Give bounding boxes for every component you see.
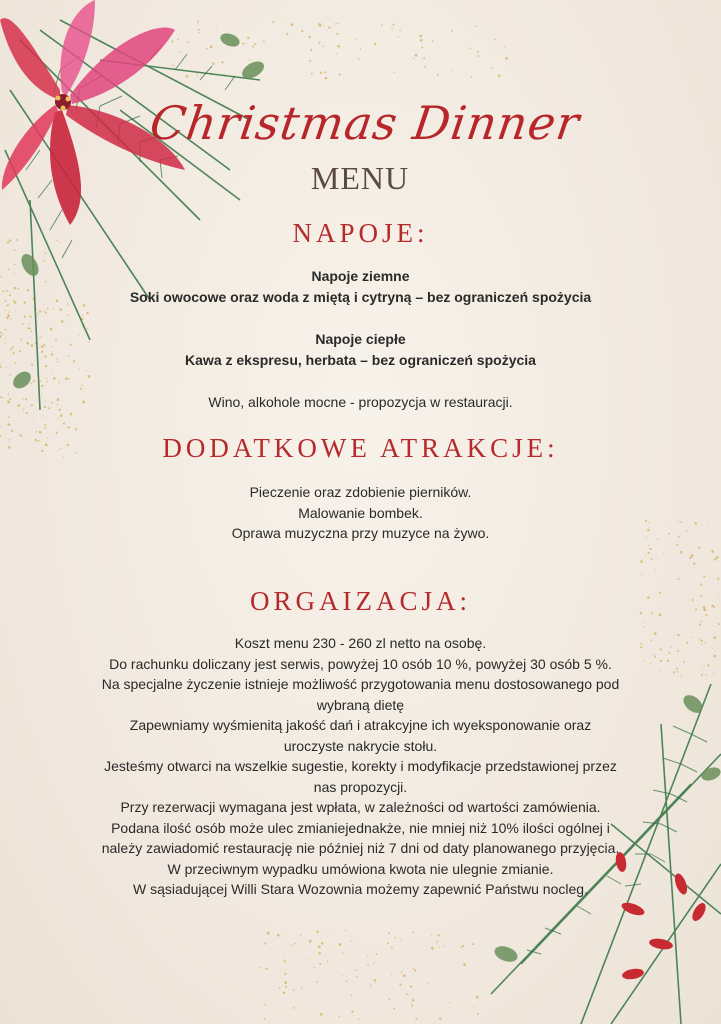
glitter-dot	[316, 930, 319, 933]
glitter-dot	[424, 66, 426, 68]
glitter-dot	[705, 614, 707, 616]
glitter-dot	[391, 946, 393, 948]
glitter-dot	[401, 971, 403, 973]
glitter-dot	[695, 608, 697, 610]
glitter-dot	[285, 969, 286, 970]
glitter-dot	[321, 942, 324, 945]
glitter-dot	[704, 642, 705, 643]
glitter-dot	[389, 999, 391, 1001]
glitter-dot	[403, 974, 406, 977]
glitter-dot	[358, 58, 360, 60]
glitter-dot	[498, 74, 501, 77]
glitter-dot	[432, 40, 434, 42]
organizacja-line: Koszt menu 230 - 260 zl netto na osobę.	[234, 635, 487, 651]
glitter-dot	[311, 73, 313, 75]
organizacja-line: Przy rezerwacji wymagana jest wpłata, w zależności od wartości zamówienia.	[120, 799, 601, 815]
glitter-dot	[374, 43, 376, 45]
glitter-dot	[699, 638, 700, 639]
glitter-dot	[703, 608, 706, 611]
glitter-dot	[707, 524, 708, 525]
glitter-dot	[301, 30, 303, 32]
glitter-dot	[294, 943, 296, 945]
glitter-dot	[267, 932, 270, 935]
glitter-dot	[34, 422, 35, 423]
organizacja-line: Na specjalne życzenie istnieje możliwość przygotowania menu dostosowanego pod	[101, 676, 620, 692]
glitter-dot	[351, 995, 353, 997]
glitter-dot	[318, 42, 320, 44]
glitter-dot	[643, 626, 644, 627]
glitter-dot	[680, 551, 683, 554]
glitter-dot	[56, 432, 58, 434]
glitter-dot	[373, 962, 374, 963]
glitter-dot	[335, 23, 337, 25]
glitter-dot	[410, 985, 412, 987]
glitter-dot	[683, 661, 685, 663]
glitter-dot	[394, 937, 396, 939]
glitter-dot	[338, 73, 340, 75]
glitter-dot	[290, 944, 291, 945]
glitter-dot	[35, 431, 37, 433]
glitter-dot	[393, 24, 395, 26]
glitter-dot	[713, 606, 715, 608]
glitter-dot	[318, 23, 321, 26]
glitter-dot	[388, 932, 390, 934]
glitter-dot	[645, 555, 646, 556]
glitter-dot	[284, 956, 285, 957]
glitter-dot	[478, 55, 480, 57]
glitter-dot	[8, 439, 9, 440]
glitter-dot	[701, 644, 702, 645]
glitter-dot	[648, 552, 650, 554]
glitter-dot	[415, 1018, 417, 1020]
glitter-dot	[421, 46, 423, 48]
glitter-dot	[0, 435, 1, 437]
glitter-dot	[356, 970, 358, 972]
organizacja-line: Jesteśmy otwarci na wszelkie sugestie, korekty i modyfikacje przedstawionej przez	[104, 758, 617, 774]
glitter-dot	[370, 985, 371, 986]
glitter-dot	[44, 424, 46, 426]
glitter-dot	[35, 439, 37, 441]
napoje-text	[40, 266, 681, 413]
glitter-dot	[651, 558, 653, 560]
glitter-dot	[431, 947, 434, 950]
glitter-dot	[346, 981, 348, 983]
glitter-dot	[415, 54, 418, 57]
glitter-dot	[400, 29, 401, 30]
glitter-dot	[701, 621, 702, 622]
glitter-dot	[437, 74, 439, 76]
glitter-dot	[413, 58, 414, 59]
glitter-dot	[367, 956, 368, 957]
glitter-dot	[477, 51, 479, 53]
glitter-dot	[642, 622, 643, 623]
glitter-dot	[423, 57, 425, 59]
glitter-dot	[309, 36, 311, 38]
glitter-dot	[496, 50, 497, 51]
glitter-dot	[677, 578, 679, 580]
glitter-dot	[398, 36, 399, 37]
glitter-dot	[649, 548, 651, 550]
glitter-dot	[712, 648, 713, 649]
section-heading-atrakcje: DODATKOWE ATRAKCJE:	[162, 433, 559, 463]
glitter-dot	[700, 595, 702, 597]
glitter-dot	[286, 33, 288, 35]
glitter-dot	[264, 943, 266, 945]
glitter-dot	[328, 26, 330, 28]
glitter-dot	[391, 974, 392, 975]
glitter-dot	[694, 522, 697, 525]
glitter-dot	[337, 22, 339, 24]
atrakcje-line: Pieczenie oraz zdobienie pierników.	[249, 484, 472, 500]
organizacja-line: nas propozycji.	[313, 778, 408, 795]
glitter-dot	[676, 544, 678, 546]
glitter-dot	[325, 77, 328, 80]
glitter-dot	[703, 606, 706, 609]
glitter-dot	[718, 623, 720, 625]
glitter-dot	[316, 981, 318, 983]
glitter-dot	[279, 987, 281, 989]
glitter-dot	[292, 945, 293, 946]
organizacja-text	[40, 633, 681, 900]
glitter-dot	[336, 53, 337, 54]
glitter-dot	[475, 25, 477, 27]
glitter-dot	[309, 940, 312, 943]
glitter-dot	[45, 443, 48, 446]
glitter-dot	[63, 422, 65, 424]
glitter-dot	[474, 35, 475, 36]
glitter-dot	[324, 71, 326, 73]
glitter-dot	[711, 550, 714, 553]
napoje-line: Kawa z ekspresu, herbata – bez ograniczeń spożycia	[185, 351, 536, 368]
glitter-dot	[437, 934, 439, 936]
glitter-dot	[291, 23, 294, 26]
glitter-dot	[45, 427, 47, 429]
glitter-dot	[320, 72, 322, 74]
glitter-dot	[406, 993, 408, 995]
glitter-dot	[260, 967, 262, 969]
glitter-dot	[393, 1008, 395, 1010]
glitter-dot	[452, 70, 453, 71]
glitter-dot	[313, 967, 315, 969]
glitter-dot	[381, 24, 383, 26]
napoje-line: Wino, alkohole mocne - propozycja w restauracji.	[208, 394, 513, 410]
organizacja-line: Zapewniamy wyśmienitą jakość dań i atrakcyjne ich wyeksponowanie oraz	[129, 717, 592, 733]
glitter-dot	[436, 941, 438, 943]
glitter-dot	[293, 1007, 295, 1009]
section-heading-napoje: NAPOJE:	[292, 218, 429, 248]
glitter-dot	[318, 946, 321, 949]
glitter-dot	[451, 30, 453, 32]
glitter-dot	[355, 39, 356, 40]
glitter-dot	[284, 960, 286, 962]
glitter-dot	[714, 558, 716, 560]
glitter-dot	[41, 450, 43, 452]
glitter-dot	[641, 574, 642, 575]
glitter-dot	[717, 578, 719, 580]
glitter-dot	[394, 71, 395, 72]
glitter-dot	[293, 989, 295, 991]
glitter-dot	[68, 426, 70, 428]
glitter-dot	[37, 440, 39, 442]
glitter-dot	[349, 38, 350, 39]
glitter-dot	[698, 546, 700, 548]
script-title: Christmas Dinner	[146, 96, 584, 150]
glitter-dot	[491, 67, 493, 69]
organizacja-line: Podana ilość osób może ulec zmianiejednakże, nie mniej niż 10% ilości ogólnej i	[111, 819, 610, 836]
glitter-dot	[504, 46, 505, 47]
glitter-dot	[692, 636, 693, 637]
atrakcje-line: Malowanie bombek.	[298, 504, 423, 521]
glitter-dot	[399, 984, 401, 986]
atrakcje-text	[40, 482, 681, 544]
glitter-dot	[700, 640, 702, 642]
organizacja-line: W przeciwnym wypadku umówiona kwota nie ulegnie zmianie.	[167, 860, 554, 877]
glitter-dot	[375, 953, 377, 955]
glitter-dot	[387, 942, 389, 944]
glitter-dot	[714, 655, 717, 658]
glitter-dot	[358, 1018, 359, 1019]
glitter-dot	[301, 988, 302, 989]
glitter-dot	[327, 960, 329, 962]
napoje-line: Napoje ziemne	[311, 268, 410, 284]
organizacja-line: W sąsiadującej Willi Stara Wozownia możemy zapewnić Państwu nocleg.	[133, 881, 588, 897]
glitter-dot	[342, 952, 344, 954]
glitter-dot	[443, 946, 444, 947]
glitter-dot	[282, 21, 283, 22]
glitter-dot	[494, 39, 496, 41]
glitter-dot	[319, 963, 321, 965]
glitter-dot	[648, 545, 649, 546]
glitter-dot	[327, 935, 328, 936]
glitter-dot	[693, 562, 695, 564]
glitter-dot	[414, 969, 416, 971]
glitter-dot	[338, 1015, 340, 1017]
glitter-dot	[310, 49, 312, 51]
glitter-dot	[8, 423, 11, 426]
glitter-dot	[309, 1012, 310, 1013]
glitter-dot	[439, 1018, 441, 1020]
section-heading-organizacja: ORGAIZACJA:	[249, 586, 471, 616]
glitter-dot	[345, 930, 346, 931]
glitter-dot	[11, 430, 13, 432]
organizacja-line: wybraną dietę	[316, 696, 405, 713]
glitter-dot	[700, 584, 702, 586]
glitter-dot	[264, 1018, 266, 1020]
glitter-dot	[57, 450, 58, 451]
glitter-dot	[47, 438, 48, 439]
glitter-dot	[449, 1002, 450, 1003]
glitter-dot	[655, 570, 656, 571]
glitter-dot	[265, 968, 267, 970]
glitter-dot	[411, 1005, 413, 1007]
glitter-dot	[356, 976, 358, 978]
glitter-dot	[374, 979, 376, 981]
glitter-dot	[691, 554, 694, 557]
glitter-dot	[39, 431, 42, 434]
glitter-dot	[716, 556, 719, 559]
glitter-dot	[428, 983, 429, 984]
glitter-dot	[284, 981, 287, 984]
glitter-dot	[714, 626, 715, 627]
organizacja-line: należy zawiadomić restaurację nie później niż 7 dni od daty planowanego przyjęcia.	[101, 840, 620, 856]
glitter-dot	[283, 992, 285, 994]
menu-subtitle: MENU	[310, 160, 410, 196]
glitter-dot	[336, 33, 338, 35]
glitter-dot	[419, 35, 422, 38]
glitter-dot	[420, 39, 423, 42]
glitter-dot	[351, 1010, 353, 1012]
glitter-dot	[470, 47, 471, 48]
glitter-dot	[699, 624, 701, 626]
glitter-dot	[277, 934, 280, 937]
glitter-dot	[300, 935, 301, 936]
glitter-dot	[342, 975, 343, 976]
glitter-dot	[322, 46, 323, 47]
glitter-dot	[360, 49, 361, 50]
glitter-dot	[506, 59, 507, 60]
glitter-dot	[640, 560, 643, 563]
napoje-line: Soki owocowe oraz woda z miętą i cytryną – bez ograniczeń spożycia	[129, 288, 592, 305]
glitter-dot	[692, 599, 694, 601]
glitter-dot	[309, 959, 310, 960]
glitter-dot	[703, 575, 705, 577]
glitter-dot	[323, 25, 324, 26]
glitter-dot	[75, 428, 77, 430]
glitter-dot	[1, 426, 2, 427]
glitter-dot	[285, 986, 287, 988]
glitter-dot	[439, 947, 440, 948]
organizacja-line: Do rachunku doliczany jest serwis, powyżej 10 osób 10 %, powyżej 30 osób 5 %.	[109, 655, 612, 672]
glitter-dot	[713, 636, 716, 639]
glitter-dot	[412, 999, 415, 1002]
glitter-dot	[339, 943, 342, 946]
glitter-dot	[367, 964, 369, 966]
glitter-dot	[374, 982, 375, 983]
glitter-dot	[8, 446, 11, 449]
glitter-dot	[264, 1004, 266, 1006]
glitter-dot	[412, 967, 414, 969]
glitter-dot	[391, 28, 392, 29]
glitter-dot	[686, 641, 688, 643]
organizacja-line: uroczyste nakrycie stołu.	[283, 737, 438, 754]
glitter-dot	[318, 952, 321, 955]
glitter-dot	[309, 60, 311, 62]
glitter-dot	[401, 939, 402, 940]
glitter-dot	[429, 989, 430, 990]
glitter-dot	[320, 1013, 323, 1016]
glitter-dot	[412, 931, 414, 933]
glitter-dot	[663, 552, 664, 553]
glitter-dot	[284, 973, 286, 975]
glitter-dot	[431, 935, 432, 936]
glitter-dot	[20, 434, 22, 436]
glitter-dot	[718, 593, 719, 594]
atrakcje-line: Oprawa muzyczna przy muzyce na żywo.	[231, 525, 490, 541]
glitter-dot	[471, 76, 473, 78]
napoje-line: Napoje ciepłe	[315, 331, 406, 347]
glitter-dot	[351, 940, 353, 942]
glitter-dot	[689, 557, 691, 559]
glitter-dot	[337, 45, 340, 48]
glitter-dot	[686, 530, 688, 532]
